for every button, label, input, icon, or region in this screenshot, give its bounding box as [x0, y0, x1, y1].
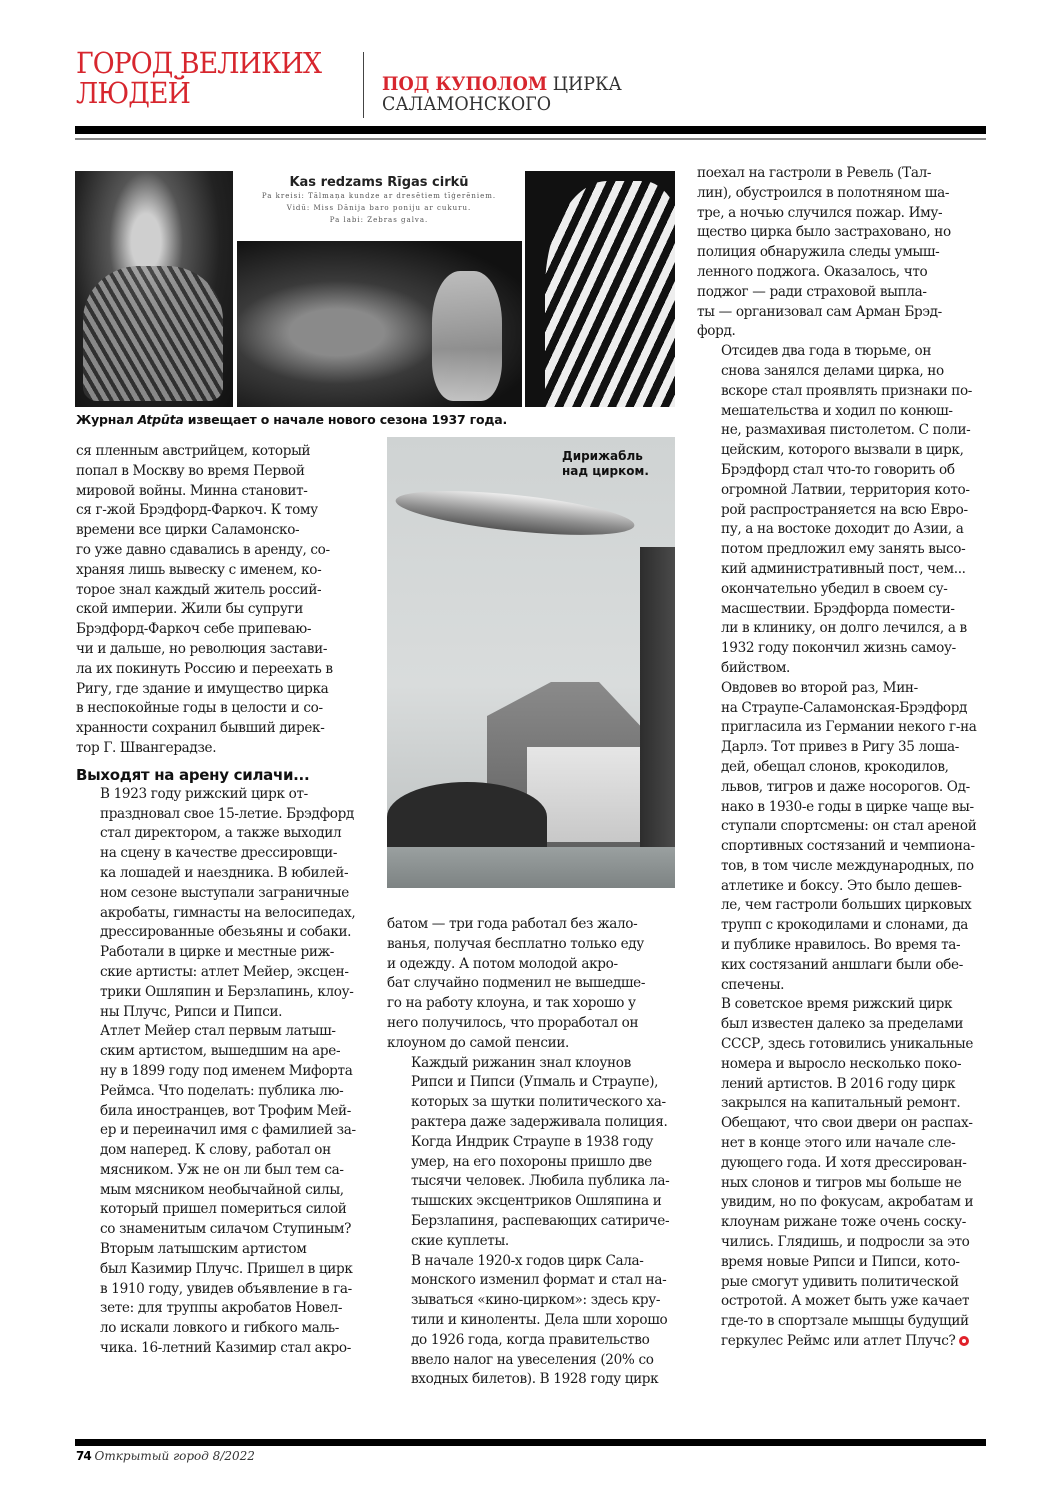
text-line: полиция обнаружила следы умыш- [697, 244, 940, 261]
text-line: ступали спортсмены: он стал ареной [721, 818, 977, 835]
inset-line: Pa kreisi: Tālmaņa kundze ar dresētiem tīģerēniem. [261, 192, 497, 200]
header-rule-thin [75, 138, 986, 140]
text-line: клоуном до самой пенсии. [387, 1034, 570, 1051]
text-line: 1932 году покончил жизнь самоу- [721, 640, 956, 657]
text-line: тили и киноленты. Дела шли хорошо [411, 1311, 668, 1328]
text-line: лений артистов. В 2016 году цирк [721, 1075, 956, 1092]
text-line: время новые Рипси и Пипси, кото- [721, 1253, 960, 1270]
article-title [382, 74, 622, 114]
header-divider [363, 52, 364, 118]
text-line: чились. Глядишь, и подросли за это [721, 1234, 970, 1251]
paragraph [387, 1054, 679, 1252]
text-line: окончательно убедил в своем су- [721, 580, 948, 597]
text-line: бийством. [721, 659, 791, 676]
article-end-icon [959, 1336, 969, 1346]
text-line: ном сезоне выступали заграничные [100, 884, 349, 901]
text-line: ские куплеты. [411, 1232, 509, 1249]
text-line: Каждый рижанин знал клоунов [411, 1054, 631, 1071]
text-line: ты — организовал сам Арман Брэд- [697, 303, 942, 320]
text-line: атлетике и боксу. Это было дешев- [721, 877, 962, 894]
text-line: тысячи человек. Любила публика ла- [411, 1173, 670, 1190]
text-line: тор Г. Швангерадзе. [76, 739, 217, 756]
paragraph [387, 915, 679, 1054]
text-line: в неспокойные годы в целости и со- [76, 700, 323, 717]
text-line: го на работу клоуна, и так хорошо у [387, 995, 636, 1012]
inset-line: Pa labi: Zebras galva. [329, 216, 429, 224]
text-line: дрессированные обезьяны и собаки. [100, 924, 352, 941]
paragraph [76, 785, 376, 1023]
text-line: стал директором, а также выходил [100, 825, 342, 842]
text-line: ленного поджога. Оказалось, что [697, 263, 928, 280]
text-line: геркулес Реймс или атлет Плучс? [697, 1332, 989, 1352]
text-line: поехал на гастроли в Ревель (Тал- [697, 165, 932, 181]
text-line: ванья, получая бесплатно только еду [387, 935, 644, 952]
text-line: Когда Индрик Страупе в 1938 году [411, 1133, 654, 1150]
text-line: ну в 1899 году под именем Мифорта [100, 1062, 353, 1079]
text-line: который пришел помериться силой [100, 1201, 347, 1218]
text-line: Овдовев во второй раз, Мин- [721, 679, 918, 696]
text-line: которых за шутки политического ха- [411, 1094, 666, 1111]
text-line: трики Ошляпин и Берзлапинь, клоу- [100, 983, 354, 1000]
text-line: был известен далеко за пределами [721, 1016, 964, 1033]
text-line: Вторым латышским артистом [100, 1241, 307, 1258]
text-line: форд. [697, 323, 736, 340]
subheading: Выходят на арену силачи... [76, 765, 310, 784]
page-number: 74 [76, 1449, 91, 1463]
text-line: пу, а на востоке доходит до Азии, а [721, 521, 964, 538]
text-line: львов, тигров и даже носорогов. Од- [721, 778, 970, 795]
text-line: закрылся на капитальный ремонт. [721, 1095, 961, 1112]
text-line: била иностранцев, вот Трофим Мей- [100, 1102, 351, 1119]
text-line: ка лошадей и наездника. В юбилей- [100, 864, 349, 881]
text-line: не, размахивая пистолетом. С поли- [721, 422, 971, 439]
paragraph [76, 1022, 376, 1240]
text-line: и одежду. А потом молодой акро- [387, 955, 618, 972]
inset-title: Kas redzams Rīgas cirkū [289, 175, 469, 190]
text-line: храняя лишь вывеску с именем, ко- [76, 561, 322, 578]
text-line: спечены. [721, 976, 785, 993]
paragraph [76, 442, 376, 759]
paragraph [697, 342, 989, 679]
photo-zeppelin-over-circus [387, 437, 675, 888]
text-line: монского изменил формат и стал на- [411, 1272, 667, 1289]
text-line: вскоре стал проявлять признаки по- [721, 382, 973, 399]
title-accent: ПОД КУПОЛОМ [382, 73, 548, 95]
text-line: трупп с крокодилами и слонами, да [721, 917, 968, 934]
text-line: ных слонов и тигров мы больше не [721, 1174, 962, 1191]
text-line: В начале 1920-х годов цирк Сала- [411, 1252, 644, 1269]
text-line: батом — три года работал без жало- [387, 916, 638, 932]
text-line: номера и выросло несколько поко- [721, 1055, 962, 1072]
header-rule-thick [75, 126, 986, 134]
text-line: времени все цирки Саламонско- [76, 522, 300, 539]
photo-woman-with-tiger-cubs [75, 171, 233, 407]
magazine-issue: Открытый город 8/2022 [94, 1449, 255, 1463]
title-part-2: САЛАМОНСКОГО [382, 93, 552, 115]
text-line: Рипси и Пипси (Упмаль и Страупе), [411, 1074, 659, 1091]
text-line: Работали в цирке и местные риж- [100, 944, 334, 961]
text-line: ские артисты: атлет Мейер, эксцен- [100, 963, 349, 980]
text-line: остротой. А может быть уже качает [721, 1293, 970, 1310]
text-line: рые смогут удивить политической [721, 1273, 959, 1290]
text-line: рактера даже задерживала полиция. [411, 1113, 668, 1130]
text-line: мясником. Уж не он ли был тем са- [100, 1161, 344, 1178]
text-line: ле, чем гастроли больших цирковых [721, 897, 972, 914]
text-line: него получилось, что проработал он [387, 1014, 639, 1031]
text-line: снова занялся делами цирка, но [721, 362, 944, 379]
text-line: увидим, но по фокусам, акробатам и [721, 1194, 974, 1211]
text-line: ся г-жой Брэдфорд-Фаркоч. К тому [76, 502, 318, 519]
text-line: ся пленным австрийцем, который [76, 443, 311, 459]
text-line: СССР, здесь готовились уникальные [721, 1036, 974, 1053]
text-line: ли в клинику, он долго лечился, а в [721, 620, 967, 637]
inset-line: Vidū: Miss Dānija baro poniju ar cukuru. [286, 204, 472, 212]
text-line: В 1923 году рижский цирк от- [100, 785, 308, 802]
text-line: умер, на его похороны пришло две [411, 1153, 652, 1170]
text-line: где-то в спортзале мышцы будущий [721, 1313, 969, 1330]
text-line: зете: для труппы акробатов Новел- [100, 1300, 343, 1317]
text-column-1 [76, 442, 376, 1359]
paragraph [697, 679, 989, 996]
text-line: В советское время рижский цирк [721, 996, 953, 1013]
text-line: ер и переиначил имя с фамилией за- [100, 1122, 356, 1139]
text-line: входных билетов). В 1928 году цирк [411, 1371, 659, 1388]
text-line: рой распространяется на всю Евро- [721, 501, 968, 518]
text-line: со знаменитым силачом Ступиным? [100, 1221, 352, 1238]
text-line: огромной Латвии, территория кото- [721, 481, 970, 498]
rubric-line-2: ЛЮДЕЙ [76, 76, 190, 110]
text-line: потом предложил ему занять высо- [721, 541, 966, 558]
text-line: Берзлапиня, распевающих сатириче- [411, 1212, 670, 1229]
paragraph [76, 1240, 376, 1359]
text-line: спортивных состязаний и чемпиона- [721, 838, 975, 855]
text-line: хранности сохранил бывший дирек- [76, 720, 325, 737]
text-line: пригласила из Германии некого г-на [721, 719, 977, 736]
text-line: ла их покинуть Россию и переехать в [76, 660, 333, 677]
text-line: в 1910 году, увидев объявление в га- [100, 1280, 352, 1297]
text-column-3 [697, 164, 989, 1352]
paragraph [697, 995, 989, 1351]
text-line: был Казимир Плучс. Пришел в цирк [100, 1260, 353, 1277]
text-line: праздновал свое 15-летие. Брэдфорд [100, 805, 354, 822]
text-line: ской империи. Жили бы супруги [76, 601, 303, 618]
photo-collage-atputa [75, 171, 675, 407]
text-line: и публике нравилось. Во время та- [721, 937, 961, 954]
title-part-1: ЦИРКА [547, 73, 622, 95]
text-line: Обещают, что свои двери он распах- [721, 1115, 973, 1132]
text-line: Реймса. Что поделать: публика лю- [100, 1082, 344, 1099]
text-line: Отсидев два года в тюрьме, он [721, 343, 932, 360]
text-line: ским артистом, вышедшим на аре- [100, 1043, 341, 1060]
magazine-name: Atpūta [137, 412, 184, 427]
text-line: дующего года. И хотя дрессирован- [721, 1154, 967, 1171]
section-rubric [76, 48, 334, 108]
text-line: торое знал каждый житель россий- [76, 581, 322, 598]
text-line: дей, обещал слонов, крокодилов, [721, 758, 949, 775]
text-line: щество цирка было застраховано, но [697, 224, 951, 241]
paragraph [387, 1252, 679, 1391]
paragraph [697, 164, 989, 342]
text-line: поджог — ради страховой выпла- [697, 283, 927, 300]
text-line: нако в 1930-е годы в цирке чаще вы- [721, 798, 974, 815]
text-line: клоунам рижане тоже очень соску- [721, 1214, 967, 1231]
text-line: зываться «кино-цирком»: здесь кру- [411, 1292, 661, 1309]
text-line: цейским, которого вызвали в цирк, [721, 442, 964, 459]
text-line: Ригу, где здание и имущество цирка [76, 680, 329, 697]
text-line: тышских эксцентриков Ошляпина и [411, 1193, 662, 1210]
text-line: лин), обустроился в полотняном ша- [697, 184, 950, 201]
text-line: Брэдфорд-Фаркоч себе припеваю- [76, 621, 312, 638]
text-line: тре, а ночью случился пожар. Иму- [697, 204, 943, 221]
text-line: масшествии. Брэдфорда помести- [721, 600, 955, 617]
text-line: ввело налог на увеселения (20% со [411, 1351, 654, 1368]
text-line: до 1926 года, когда правительство [411, 1331, 650, 1348]
zeppelin-caption: Дирижабль над цирком. [562, 449, 649, 478]
photo-zebra-head [525, 171, 675, 407]
text-line: мировой войны. Минна становит- [76, 482, 308, 499]
text-line: Брэдфорд стал что-то говорить об [721, 461, 955, 478]
text-line: мым мясником необычайной силы, [100, 1181, 344, 1198]
text-line: на сцену в качестве дрессировщи- [100, 845, 338, 862]
text-line: попал в Москву во время Первой [76, 462, 305, 479]
text-line: ло искали ловкого и гибкого маль- [100, 1320, 340, 1337]
text-line: кий административный пост, чем... [721, 560, 966, 577]
rubric-line-1: ГОРОД ВЕЛИКИХ [76, 46, 322, 80]
text-line: тов, в том числе международных, по [721, 857, 974, 874]
text-line: го уже давно сдавались в аренду, со- [76, 541, 330, 558]
text-line: ких состязаний аншлаги были обе- [721, 956, 963, 973]
text-line: Дарлэ. Тот привез в Ригу 35 лоша- [721, 739, 959, 756]
zeppelin-shape [394, 483, 636, 544]
text-line: на Страупе-Саламонская-Брэдфорд [721, 699, 968, 716]
text-line: чи и дальше, но революция застави- [76, 640, 328, 657]
text-line: чика. 16-летний Казимир стал акро- [100, 1340, 352, 1357]
text-line: Атлет Мейер стал первым латыш- [100, 1023, 336, 1040]
inset-heading-block [233, 171, 525, 241]
text-line: акробаты, гимнасты на велосипедах, [100, 904, 356, 921]
text-line: бат случайно подменил не вышедше- [387, 975, 646, 992]
photo-pony-and-girl [233, 171, 525, 407]
text-line: ны Плучс, Рипси и Пипси. [100, 1003, 283, 1020]
text-line: нет в конце этого или начале сле- [721, 1135, 956, 1152]
photo-caption: Журнал Atpūta извещает о начале нового сезона 1937 года. [76, 412, 508, 427]
footer-rule [75, 1439, 986, 1446]
page-footer [76, 1449, 255, 1463]
text-line: мешательства и ходил по конюш- [721, 402, 953, 419]
text-column-2 [387, 915, 679, 1390]
text-line: дом наперед. К слову, работал он [100, 1142, 331, 1159]
